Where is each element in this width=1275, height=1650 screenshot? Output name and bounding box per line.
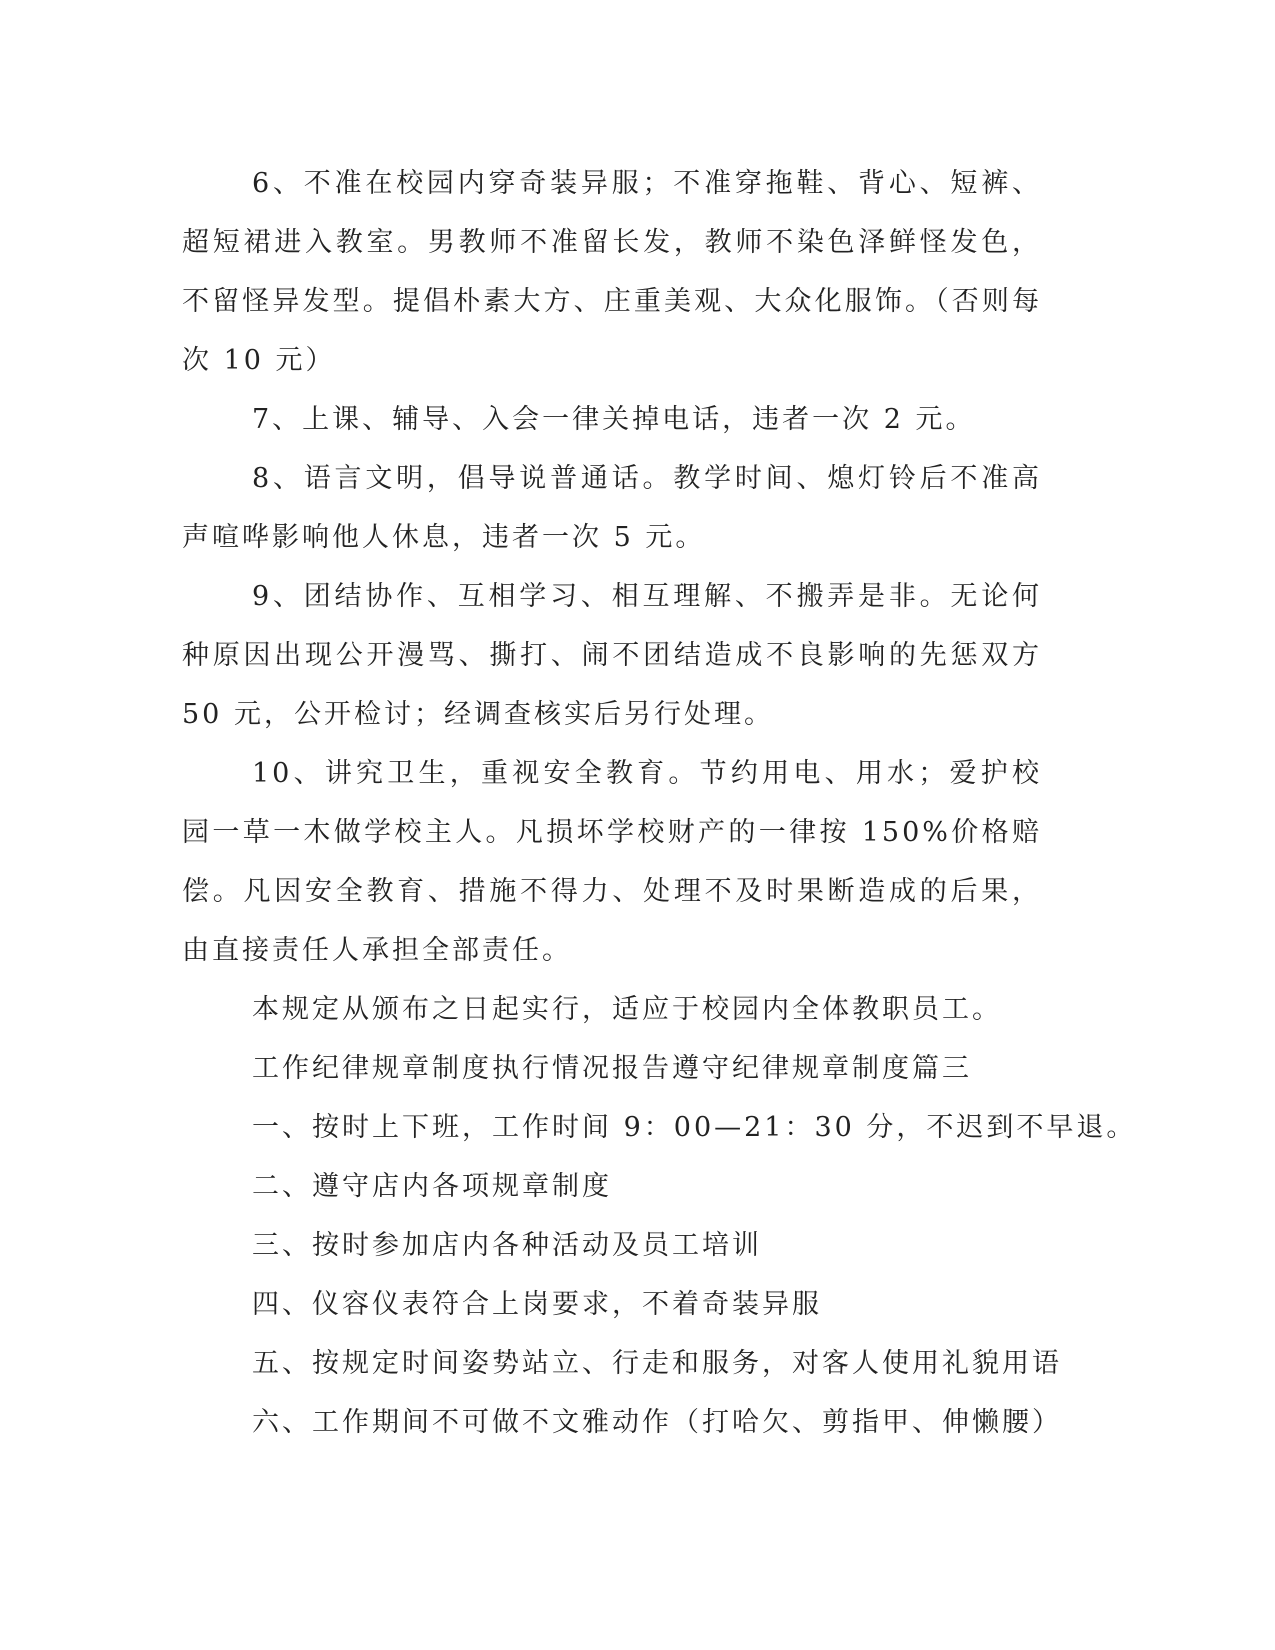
- item-1-paragraph: 一、按时上下班，工作时间 9：00—21：30 分，不迟到不早退。: [252, 1112, 1137, 1143]
- rule-10-paragraph: 10、讲究卫生，重视安全教育。节约用电、用水；爱护校园一草一木做学校主人。凡损坏学校财产的一律按 150%价格赔偿。凡因安全教育、措施不得力、处理不及时果断造成的后果，由直接责任人承担全部责任。: [182, 758, 1042, 966]
- rule-7-paragraph: 7、上课、辅导、入会一律关掉电话，违者一次 2 元。: [252, 404, 976, 435]
- effective-date-paragraph: 本规定从颁布之日起实行，适应于校园内全体教职员工。: [252, 994, 1002, 1025]
- document-body: [182, 154, 1137, 1452]
- item-5-paragraph: 五、按规定时间姿势站立、行走和服务，对客人使用礼貌用语: [252, 1348, 1062, 1379]
- item-4-paragraph: 四、仪容仪表符合上岗要求，不着奇装异服: [252, 1289, 822, 1320]
- item-2-paragraph: 二、遵守店内各项规章制度: [252, 1171, 612, 1202]
- item-6-paragraph: 六、工作期间不可做不文雅动作（打哈欠、剪指甲、伸懒腰）: [252, 1407, 1062, 1438]
- rule-9-paragraph: 9、团结协作、互相学习、相互理解、不搬弄是非。无论何种原因出现公开漫骂、撕打、闹不团结造成不良影响的先惩双方 50 元，公开检讨；经调查核实后另行处理。: [182, 581, 1042, 730]
- rule-8-paragraph: 8、语言文明，倡导说普通话。教学时间、熄灯铃后不准高声喧哗影响他人休息，违者一次 5 元。: [182, 463, 1042, 553]
- rule-6-paragraph: 6、不准在校园内穿奇装异服；不准穿拖鞋、背心、短裤、超短裙进入教室。男教师不准留长发，教师不染色泽鲜怪发色，不留怪异发型。提倡朴素大方、庄重美观、大众化服饰。（否则每次 10 元）: [182, 168, 1042, 376]
- item-3-paragraph: 三、按时参加店内各种活动及员工培训: [252, 1230, 762, 1261]
- section-heading: 工作纪律规章制度执行情况报告遵守纪律规章制度篇三: [252, 1053, 972, 1084]
